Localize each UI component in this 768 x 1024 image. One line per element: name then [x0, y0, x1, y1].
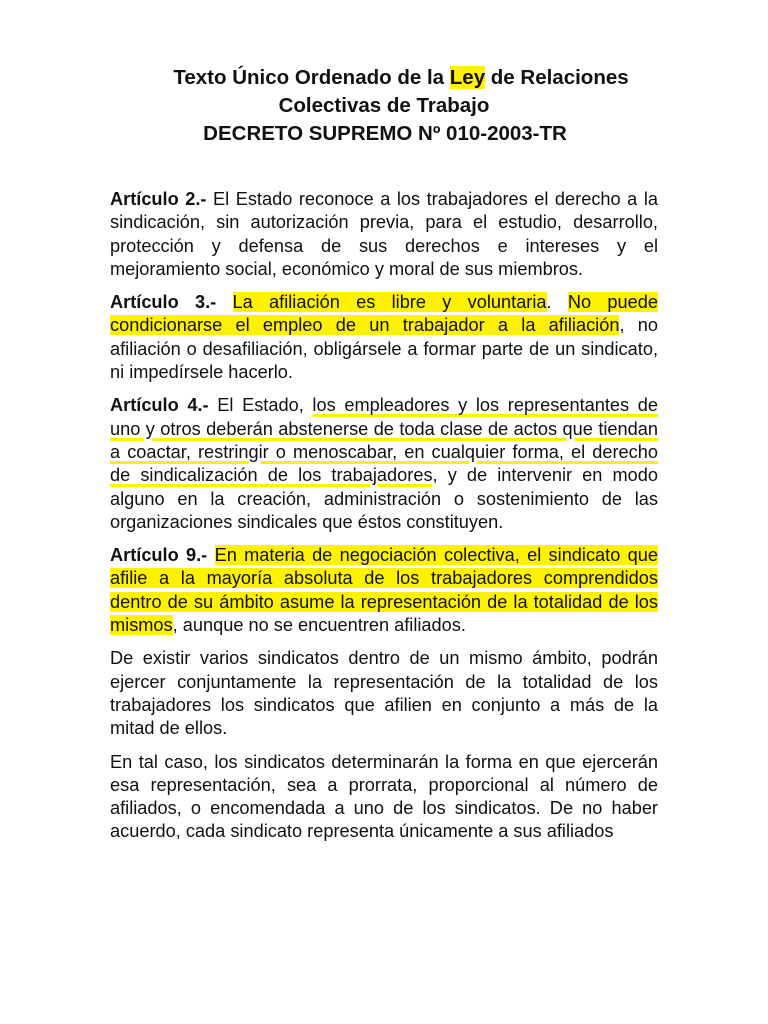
article-3-separator: .	[546, 292, 568, 313]
document-page	[110, 64, 658, 854]
article-4	[110, 394, 658, 534]
article-2-label: Artículo 2.-	[110, 189, 207, 209]
title-line-2: Colectivas de Trabajo	[278, 94, 490, 117]
article-3-highlight-1: La afiliación es libre y voluntaria	[232, 292, 547, 313]
article-2	[110, 188, 658, 281]
article-3	[110, 291, 658, 384]
paragraph-representation-form: En tal caso, los sindicatos determinarán la forma en que ejercerán esa representación, sea a prorrata, proporcional al número de afiliados, o encomendada a uno de los sindicatos. De no haber acuerdo, cada sindicato representa únicamente a sus afiliados	[110, 751, 658, 842]
paragraph-multiple-unions: De existir varios sindicatos dentro de un mismo ámbito, podrán ejercer conjuntamente la representación de la totalidad de los trabajadores los sindicatos que afilien en conjunto a más de la mitad de ellos.	[110, 648, 658, 739]
document-body	[110, 188, 658, 844]
article-4-text: , y de intervenir en modo alguno en la creación, administración o sostenimiento de las organizaciones sindicales que éstos constituyen.	[110, 465, 659, 532]
article-3-highlight-2: No puede condicionarse el empleo de un trabajador a la afiliación	[110, 292, 659, 336]
title-highlight-ley: Ley	[449, 66, 486, 89]
article-9-highlight: En materia de negociación colectiva, el sindicato que afilie a la mayoría absoluta de los trabajadores comprendidos dentro de su ámbito asume la representación de la totalidad de los mismos	[110, 545, 658, 636]
article-3-label: Artículo 3.-	[110, 292, 217, 313]
article-9	[110, 544, 658, 637]
article-9-text: , aunque no se encuentren afiliados.	[172, 615, 466, 636]
title-line-1-end: de Relaciones	[485, 66, 629, 89]
document-title	[110, 64, 658, 148]
title-line-1	[110, 64, 658, 92]
article-4-underlined: los empleadores y los representantes de uno y otros deberán abstenerse de toda clase de actos que tiendan a coactar, restringir o menoscabar, en cualquier forma, el derecho de sindicalización de los trabajadores	[110, 395, 658, 486]
decree-number: DECRETO SUPREMO Nº 010-2003-TR	[203, 122, 567, 145]
article-4-intro: El Estado,	[208, 395, 313, 416]
article-4-label: Artículo 4.-	[110, 395, 209, 416]
title-line-1-start: Texto Único Ordenado de la	[173, 66, 450, 89]
article-9-label: Artículo 9.-	[110, 545, 208, 566]
article-3-text: , no afiliación o desafiliación, obligársele a formar parte de un sindicato, ni impedírsele hacerlo.	[110, 315, 658, 383]
article-2-text: El Estado reconoce a los trabajadores el derecho a la sindicación, sin autorización previa, para el estudio, desarrollo, protección y defensa de sus derechos e intereses y el mejoramiento social, económico y moral de sus miembros.	[110, 189, 658, 279]
